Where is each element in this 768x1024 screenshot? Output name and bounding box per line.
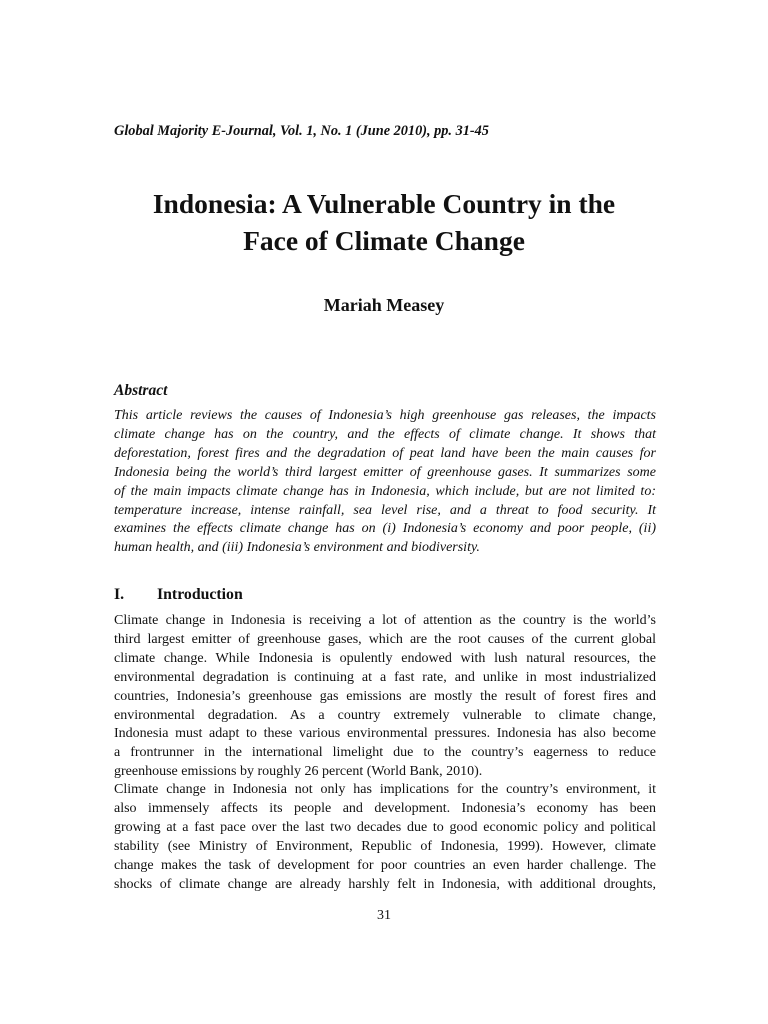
section-heading — [114, 586, 243, 604]
journal-citation: Global Majority E-Journal, Vol. 1, No. 1 (June 2010), pp. 31-45 — [114, 123, 489, 139]
intro-paragraph-1 — [114, 612, 656, 782]
abstract-line: This article reviews the causes of Indonesia’s high greenhouse gas releases, the impacts — [114, 408, 656, 423]
paragraph-line: shocks of climate change are already harshly felt in Indonesia, with additional droughts, — [114, 876, 656, 892]
paragraph-line: environmental degradation. As a country extremely vulnerable to climate change, — [114, 707, 656, 723]
abstract-heading: Abstract — [114, 382, 168, 399]
abstract-line: climate change has on the country, and the effects of climate change. It shows that — [114, 426, 656, 442]
paragraph-line: countries, Indonesia’s greenhouse gas emissions are mostly the result of forest fires and — [114, 688, 656, 704]
section-title: Introduction — [157, 586, 243, 603]
paragraph-line: a frontrunner in the international limelight due to the country’s eagerness to reduce — [114, 745, 656, 761]
abstract-line: of the main impacts climate change has in Indonesia, which include, but are not limited to: — [114, 483, 656, 499]
paragraph-line: Climate change in Indonesia not only has implications for the country’s environment, it — [114, 782, 656, 797]
paragraph-line: environmental degradation is continuing at a fast rate, and unlike in most industrialized — [114, 669, 656, 685]
intro-paragraph-2 — [114, 781, 656, 894]
title-line-1: Indonesia: A Vulnerable Country in the — [152, 188, 616, 219]
title-line-2: Face of Climate Change — [243, 225, 525, 256]
paragraph-line: Indonesia must adapt to these various environmental pressures. Indonesia has also become — [114, 726, 656, 742]
page-number: 31 — [377, 908, 391, 923]
abstract-body — [114, 407, 656, 558]
paragraph-line: change makes the task of development for poor countries an even harder challenge. The — [114, 857, 656, 873]
article-title — [84, 185, 684, 259]
paragraph-line: greenhouse emissions by roughly 26 percent (World Bank, 2010). — [114, 764, 483, 780]
paragraph-line: also immensely affects its people and development. Indonesia’s economy has been — [114, 800, 656, 816]
abstract-line: deforestation, forest fires and the degradation of peat land have been the main causes for — [114, 445, 656, 461]
paragraph-line: growing at a fast pace over the last two decades due to good economic policy and political — [114, 819, 656, 835]
section-number: I. — [114, 586, 125, 603]
paragraph-line: third largest emitter of greenhouse gases, which are the root causes of the current global — [114, 631, 656, 647]
abstract-line: human health, and (iii) Indonesia’s environment and biodiversity. — [114, 540, 480, 556]
abstract-line: Indonesia being the world’s third largest emitter of greenhouse gases. It summarizes some — [114, 464, 656, 480]
abstract-line: examines the effects climate change has on (i) Indonesia’s economy and poor people, (ii) — [114, 521, 656, 537]
paragraph-line: Climate change in Indonesia is receiving a lot of attention as the country is the world’s — [114, 613, 656, 628]
paragraph-line: stability (see Ministry of Environment, Republic of Indonesia, 1999). However, climate — [114, 838, 656, 854]
author-name: Mariah Measey — [323, 295, 445, 315]
paragraph-line: climate change. While Indonesia is opulently endowed with lush natural resources, the — [114, 650, 656, 666]
abstract-line: temperature increase, intense rainfall, sea level rise, and a threat to food security. It — [114, 502, 656, 518]
